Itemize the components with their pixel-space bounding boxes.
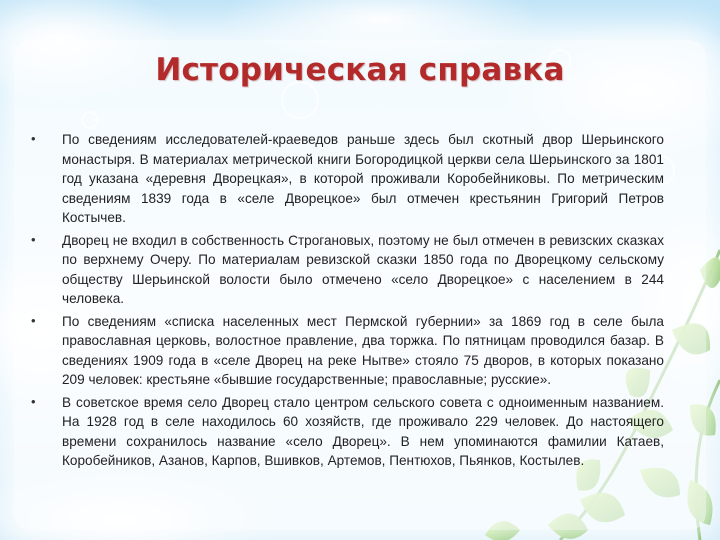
list-item: [28, 231, 664, 309]
paragraph-text: По сведениям «списка населенных мест Пермской губернии» за 1869 год в селе была православная церковь, волостное правление, два торжка. По пятницам проводился базар. В сведениях 1909 года в «селе Дворец на реке Нытве» стояло 75 дворов, в которых показано 209 человек: крестьяне «бывшие государственные; православные; русские».: [62, 313, 664, 387]
list-item: [28, 393, 664, 471]
paragraph-text: Дворец не входил в собственность Строгановых, поэтому не был отмечен в ревизских сказках по верхнему Очеру. По материалам ревизской сказки 1850 года по Дворецкому сельскому обществу Шерьинской волости было отмечено «село Дворецкое» с населением в 244 человека.: [62, 232, 664, 306]
page-title: Историческая справка: [155, 52, 565, 88]
bullet-icon: •: [31, 393, 36, 409]
list-item: [28, 130, 664, 228]
bullet-icon: •: [31, 231, 36, 247]
paragraph-text: По сведениям исследователей-краеведов раньше здесь был скотный двор Шерьинского монастыря. В материалах метрической книги Богородицкой церкви села Шерьинского за 1801 год указана «деревня Дворецкая», в которой проживали Коробейниковы. По метрическим сведениям 1839 года в «селе Дворецкое» был отмечен крестьянин Григорий Петров Костычев.: [62, 132, 664, 225]
bullet-icon: •: [31, 131, 36, 146]
list-item: [28, 312, 664, 390]
bullet-list: [28, 130, 664, 474]
paragraph-text: В советское время село Дворец стало центром сельского совета с одноименным названием. На 1928 год в селе находилось 60 хозяйств, где проживало 229 человек. До настоящего времени сохранилось название «село Дворец». В нем упоминаются фамилии Катаев, Коробейников, Азанов, Карпов, Вшивков, Артемов, Пентюхов, Пьянков, Костылев.: [62, 394, 664, 468]
bullet-icon: •: [31, 312, 36, 328]
